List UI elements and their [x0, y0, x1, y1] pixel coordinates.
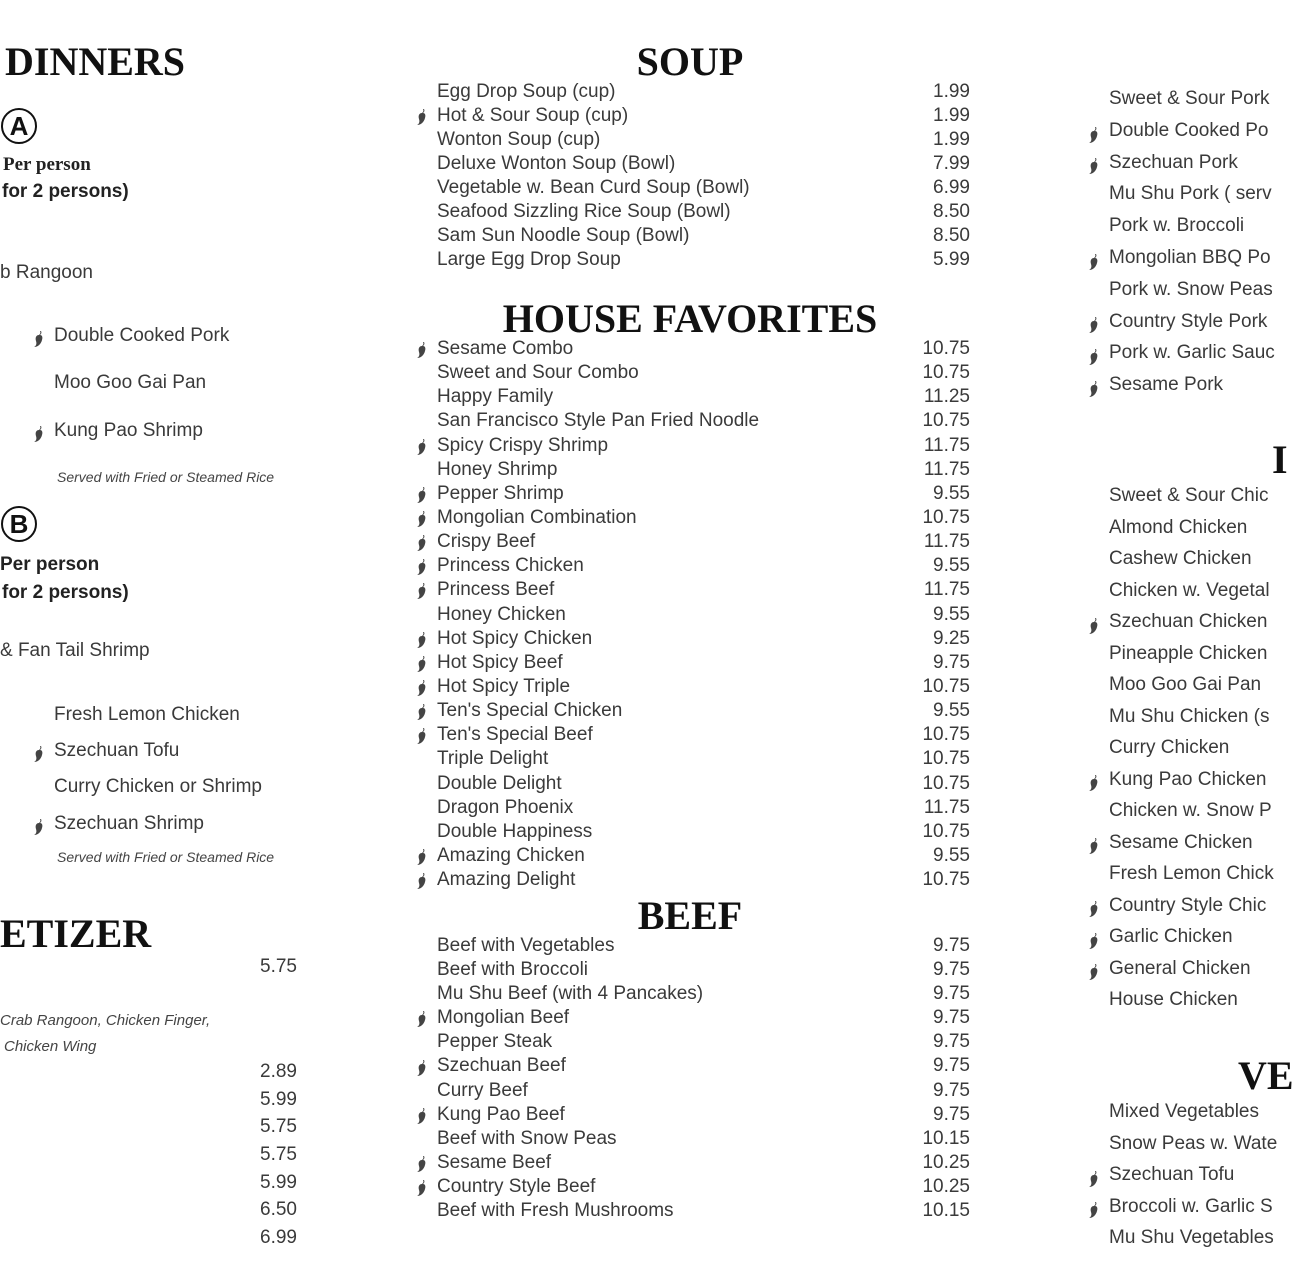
menu-item-name: Triple Delight	[437, 748, 549, 770]
beef-title: BEEF	[637, 893, 743, 938]
menu-item-name: Ten's Special Beef	[437, 724, 593, 746]
menu-item-price: 5.99	[933, 249, 970, 270]
menu-item-name: Ten's Special Chicken	[437, 700, 623, 722]
appetizer-price: 2.89	[260, 1061, 297, 1082]
menu-item	[32, 321, 332, 351]
menu-item-name: Moo Goo Gai Pan	[1109, 674, 1262, 695]
menu-item-name: Amazing Delight	[437, 869, 576, 891]
menu-item-name: Mongolian Beef	[437, 1007, 570, 1029]
menu-item-price: 9.55	[933, 700, 970, 722]
appetizer-price: 5.99	[260, 1088, 297, 1110]
menu-item-name: San Francisco Style Pan Fried Noodle	[437, 410, 760, 432]
menu-item-price: 9.55	[933, 482, 970, 504]
menu-item-price: 9.55	[933, 844, 970, 866]
vegetable-title: VE	[1238, 1053, 1294, 1098]
chili-pepper-icon	[1087, 834, 1101, 852]
menu-item-name: Sesame Combo	[437, 338, 574, 359]
dinners-title: DINNERS	[5, 39, 186, 84]
menu-item-name: Szechuan Tofu	[1109, 1164, 1235, 1185]
dinner-b-note: Served with Fried or Steamed Rice	[57, 849, 275, 865]
chili-pepper-icon	[32, 743, 46, 761]
menu-item-name: Vegetable w. Bean Curd Soup (Bowl)	[437, 177, 750, 198]
menu-item-price: 11.75	[923, 458, 970, 480]
menu-item-name: Fresh Lemon Chick	[1109, 863, 1274, 884]
dinner-b-badge: B	[1, 506, 37, 542]
chili-pepper-icon	[1087, 771, 1101, 789]
menu-item-price: 10.25	[922, 1151, 970, 1173]
house-favorites-title: HOUSE FAVORITES	[502, 296, 878, 341]
menu-item-name: Mu Shu Vegetables	[1109, 1227, 1274, 1248]
chili-pepper-icon	[1087, 960, 1101, 978]
chicken-title: I	[1272, 437, 1288, 482]
menu-item-price: 10.75	[922, 724, 970, 746]
menu-item-name: Crispy Beef	[437, 531, 536, 553]
menu-item-price: 8.50	[933, 201, 970, 222]
menu-item-price: 8.50	[933, 225, 970, 246]
dinner-b-partial-item: & Fan Tail Shrimp	[0, 640, 150, 661]
menu-item-name: Pork w. Broccoli	[1109, 215, 1245, 237]
menu-item-name: General Chicken	[1109, 957, 1251, 979]
menu-item-price: 10.15	[922, 1200, 970, 1222]
dinner-a-note: Served with Fried or Steamed Rice	[57, 469, 275, 485]
menu-item-name: Hot & Sour Soup (cup)	[437, 105, 629, 126]
menu-item-price: 9.75	[933, 1055, 970, 1077]
menu-item-name: Happy Family	[437, 386, 554, 408]
menu-item	[32, 416, 332, 446]
menu-item-price: 1.99	[933, 105, 970, 126]
menu-item-name: Princess Chicken	[437, 555, 584, 577]
soup-title: SOUP	[636, 39, 744, 84]
menu-item-name: Hot Spicy Chicken	[437, 627, 593, 649]
menu-item-name: Sesame Chicken	[1109, 831, 1253, 853]
menu-item-name: Sweet & Sour Chic	[1109, 485, 1269, 506]
menu-item-name: Cashew Chicken	[1109, 548, 1252, 569]
menu-item-name: Pineapple Chicken	[1109, 642, 1268, 664]
menu-item-name: Szechuan Pork	[1109, 151, 1238, 173]
menu-item-name: Sam Sun Noodle Soup (Bowl)	[437, 225, 690, 246]
menu-item-price: 6.99	[933, 177, 970, 198]
menu-item-name: Egg Drop Soup (cup)	[437, 81, 616, 102]
dinner-a-badge: A	[1, 108, 37, 144]
chili-pepper-icon	[1087, 929, 1101, 947]
menu-item-name: Curry Chicken or Shrimp	[54, 776, 262, 797]
menu-item-name: Chicken w. Snow P	[1109, 800, 1272, 821]
menu-item-name: Beef with Fresh Mushrooms	[437, 1200, 674, 1222]
chili-pepper-icon	[1087, 154, 1101, 172]
menu-item-price: 9.25	[933, 627, 970, 649]
menu-item-name: Country Style Pork	[1109, 310, 1268, 332]
chili-pepper-icon	[32, 423, 46, 441]
menu-item-name: Seafood Sizzling Rice Soup (Bowl)	[437, 201, 731, 222]
menu-item-name: Hot Spicy Triple	[437, 675, 571, 697]
menu-item-price: 10.75	[922, 869, 970, 891]
appetizer-note: Crab Rangoon, Chicken Finger,	[0, 1012, 211, 1029]
menu-item-price: 9.75	[933, 1007, 970, 1029]
menu-item-name: Pork w. Snow Peas	[1109, 278, 1273, 300]
menu-item-name: Curry Beef	[437, 1079, 528, 1101]
menu-item-price: 7.99	[933, 153, 970, 174]
menu-item-name: Pepper Steak	[437, 1031, 553, 1053]
menu-item	[32, 809, 332, 839]
menu-item-name: Beef with Vegetables	[437, 935, 615, 956]
menu-item-price: 10.75	[922, 772, 970, 794]
dinner-a-for-two: for 2 persons)	[2, 181, 129, 202]
chili-pepper-icon	[1087, 614, 1101, 632]
menu-item-price: 9.75	[933, 651, 970, 673]
menu-item-price: 10.25	[922, 1175, 970, 1197]
menu-item-name: Mu Shu Chicken (s	[1109, 705, 1270, 727]
appetizer-price: 5.75	[260, 956, 297, 977]
menu-item-name: Double Delight	[437, 772, 562, 794]
menu-item-name: Mongolian Combination	[437, 506, 637, 528]
menu-item-name: Szechuan Tofu	[54, 740, 180, 761]
appetizer-note: Chicken Wing	[4, 1038, 97, 1055]
menu-item-name: Kung Pao Chicken	[1109, 768, 1267, 790]
menu-item-name: Dragon Phoenix	[437, 796, 574, 818]
menu-item-price: 11.75	[923, 796, 970, 818]
chili-pepper-icon	[32, 328, 46, 346]
appetizer-price: 6.99	[260, 1227, 297, 1249]
chili-pepper-icon	[32, 816, 46, 834]
menu-item-name: Szechuan Shrimp	[54, 813, 204, 834]
chili-pepper-icon	[1087, 377, 1101, 395]
menu-item-name: Wonton Soup (cup)	[437, 129, 601, 150]
appetizer-price: 5.99	[260, 1171, 297, 1193]
menu-item-name: Honey Chicken	[437, 603, 566, 625]
menu-item-name: Deluxe Wonton Soup (Bowl)	[437, 153, 676, 174]
menu-item-price: 9.75	[933, 1079, 970, 1101]
menu-item-price: 10.75	[922, 675, 970, 697]
menu-item-name: Honey Shrimp	[437, 458, 558, 480]
menu-item-name: Moo Goo Gai Pan	[54, 372, 207, 393]
menu-item-name: Kung Pao Beef	[437, 1103, 565, 1125]
menu-item-price: 9.55	[933, 555, 970, 577]
menu-item-price: 11.25	[923, 386, 970, 408]
menu-item-name: Szechuan Chicken	[1109, 611, 1268, 632]
menu-item	[32, 772, 332, 802]
menu-item-price: 10.75	[922, 410, 970, 432]
chili-pepper-icon	[1087, 1198, 1101, 1216]
menu-item-name: Pork w. Garlic Sauc	[1109, 342, 1275, 364]
menu-item-name: Curry Chicken	[1109, 737, 1230, 758]
menu-item-name: Mu Shu Pork ( serv	[1109, 183, 1272, 205]
menu-item-name: Fresh Lemon Chicken	[54, 704, 240, 725]
menu-item-name: Mixed Vegetables	[1109, 1101, 1259, 1122]
menu-item-price: 9.75	[933, 1031, 970, 1053]
menu-item-price: 10.75	[922, 748, 970, 770]
menu-item-name: Spicy Crispy Shrimp	[437, 434, 609, 456]
dinner-a-per-person: Per person	[3, 154, 91, 175]
menu-item-price: 9.75	[933, 959, 970, 981]
menu-item-name: Szechuan Beef	[437, 1055, 566, 1077]
menu-item-name: Princess Beef	[437, 579, 555, 601]
appetizer-title: ETIZER	[0, 911, 152, 956]
menu-item-name: Snow Peas w. Wate	[1109, 1132, 1278, 1154]
menu-item-price: 9.75	[933, 1103, 970, 1125]
menu-item-name: Broccoli w. Garlic S	[1109, 1195, 1273, 1217]
menu-item-name: Chicken w. Vegetal	[1109, 579, 1270, 601]
menu-item-price: 10.15	[922, 1127, 970, 1149]
menu-item-price: 1.99	[933, 129, 970, 150]
menu-item-name: Sesame Pork	[1109, 374, 1224, 396]
dinner-a-partial-item: b Rangoon	[0, 262, 93, 283]
menu-item-name: Sweet & Sour Pork	[1109, 88, 1270, 109]
menu-item-name: Mu Shu Beef (with 4 Pancakes)	[437, 983, 704, 1005]
menu-item-price: 9.55	[933, 603, 970, 625]
menu-item-price: 10.75	[922, 338, 970, 359]
menu-item-price: 11.75	[923, 434, 970, 456]
menu-item-name: Double Cooked Po	[1109, 119, 1269, 141]
menu-item-name: Country Style Beef	[437, 1175, 596, 1197]
chili-pepper-icon	[1087, 250, 1101, 268]
menu-item-name: Garlic Chicken	[1109, 926, 1233, 947]
menu-item-price: 9.75	[933, 935, 970, 956]
chili-pepper-icon	[1087, 1167, 1101, 1185]
menu-item-price: 10.75	[922, 820, 970, 842]
menu-item-name: Mongolian BBQ Po	[1109, 246, 1271, 268]
menu-item-name: Hot Spicy Beef	[437, 651, 563, 673]
chili-pepper-icon	[1087, 313, 1101, 331]
menu-item-name: Amazing Chicken	[437, 844, 585, 866]
dinner-b-per-person: Per person	[0, 554, 100, 575]
menu-item-price: 1.99	[933, 81, 970, 102]
menu-item	[32, 368, 332, 398]
chili-pepper-icon	[1087, 123, 1101, 141]
menu-item-name: Country Style Chic	[1109, 894, 1267, 916]
appetizer-price: 5.75	[260, 1144, 297, 1166]
menu-item	[32, 736, 332, 766]
dinner-b-for-two: for 2 persons)	[2, 582, 129, 603]
menu-item-name: Pepper Shrimp	[437, 482, 564, 504]
menu-item-price: 10.75	[922, 362, 970, 384]
menu-item-name: Beef with Broccoli	[437, 959, 589, 981]
chili-pepper-icon	[1087, 345, 1101, 363]
menu-item-name: Almond Chicken	[1109, 516, 1248, 538]
appetizer-price: 6.50	[260, 1199, 297, 1221]
menu-item-name: House Chicken	[1109, 989, 1238, 1010]
appetizer-price: 5.75	[260, 1116, 297, 1138]
menu-item	[32, 700, 332, 730]
menu-item-name: Sesame Beef	[437, 1151, 552, 1173]
menu-item-name: Sweet and Sour Combo	[437, 362, 639, 384]
menu-item-name: Double Cooked Pork	[54, 325, 230, 346]
menu-item-price: 10.75	[922, 506, 970, 528]
menu-item-name: Beef with Snow Peas	[437, 1127, 617, 1149]
menu-item-name: Kung Pao Shrimp	[54, 420, 203, 441]
chili-pepper-icon	[1087, 897, 1101, 915]
menu-item-price: 11.75	[923, 579, 970, 601]
menu-item-name: Double Happiness	[437, 820, 593, 842]
menu-item-price: 11.75	[923, 531, 970, 553]
menu-item-price: 9.75	[933, 983, 970, 1005]
menu-item-name: Large Egg Drop Soup	[437, 249, 621, 270]
